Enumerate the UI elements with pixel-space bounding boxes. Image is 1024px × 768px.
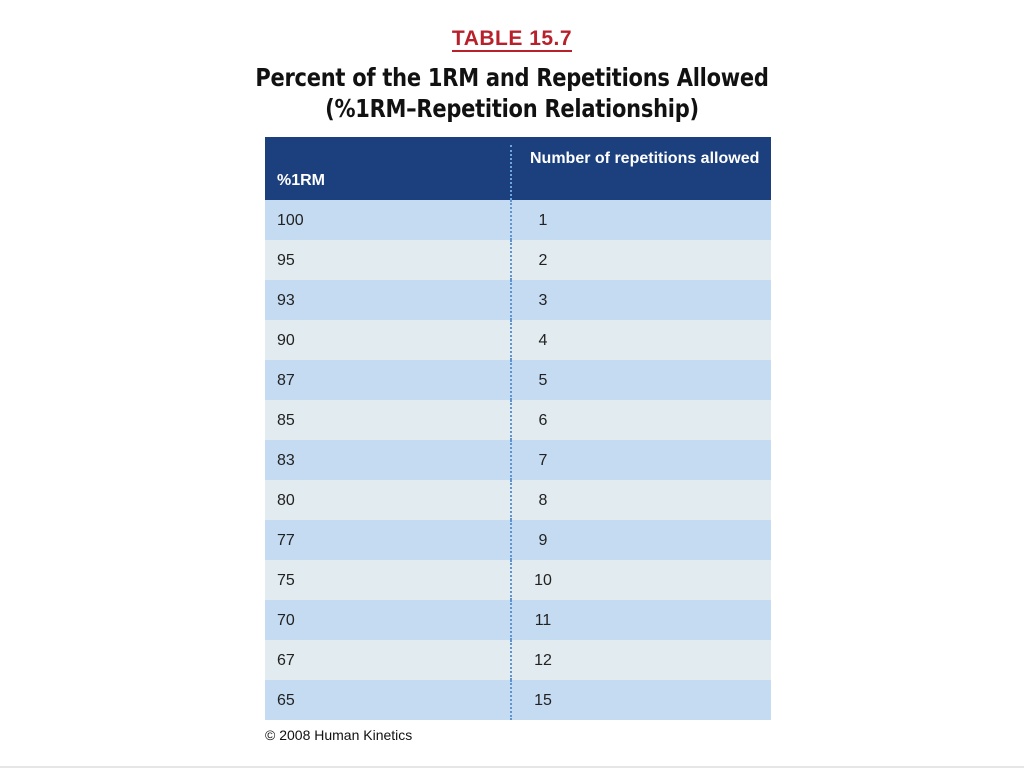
column-divider	[510, 145, 512, 200]
copyright-notice: © 2008 Human Kinetics	[265, 727, 413, 743]
cell-percent-1rm: 70	[277, 612, 295, 629]
column-divider	[510, 600, 512, 640]
cell-percent-1rm: 65	[277, 692, 295, 709]
table-row	[265, 440, 771, 480]
cell-percent-1rm: 90	[277, 332, 295, 349]
cell-percent-1rm: 93	[277, 292, 295, 309]
column-divider	[510, 280, 512, 320]
cell-repetitions: 6	[538, 412, 548, 429]
table-title	[82, 62, 942, 124]
cell-percent-1rm: 83	[277, 452, 295, 469]
table-row	[265, 200, 771, 240]
cell-repetitions: 2	[538, 252, 548, 269]
cell-percent-1rm: 77	[277, 532, 295, 549]
column-divider	[510, 640, 512, 680]
cell-repetitions: 15	[534, 692, 552, 709]
title-line-2: (%1RM–Repetition Relationship)	[325, 94, 699, 123]
cell-repetitions: 12	[534, 652, 552, 669]
cell-percent-1rm: 80	[277, 492, 295, 509]
table-header-row	[265, 137, 771, 200]
cell-percent-1rm: 75	[277, 572, 295, 589]
table-row	[265, 280, 771, 320]
table-row	[265, 640, 771, 680]
column-divider	[510, 440, 512, 480]
column-divider	[510, 360, 512, 400]
table-row	[265, 520, 771, 560]
cell-percent-1rm: 67	[277, 652, 295, 669]
column-divider	[510, 320, 512, 360]
cell-percent-1rm: 85	[277, 412, 295, 429]
table-row	[265, 480, 771, 520]
cell-repetitions: 4	[538, 332, 548, 349]
cell-percent-1rm: 95	[277, 252, 295, 269]
cell-repetitions: 7	[538, 452, 548, 469]
column-divider	[510, 680, 512, 720]
table-row	[265, 320, 771, 360]
cell-percent-1rm: 87	[277, 372, 295, 389]
cell-repetitions: 1	[538, 212, 548, 229]
cell-repetitions: 3	[538, 292, 548, 309]
column-divider	[510, 520, 512, 560]
table-row	[265, 600, 771, 640]
table-row	[265, 400, 771, 440]
header-repetitions: Number of repetitions allowed	[530, 150, 760, 167]
table-number: TABLE 15.7	[451, 27, 573, 50]
table-label	[0, 27, 1024, 52]
column-divider	[510, 480, 512, 520]
cell-repetitions: 10	[534, 572, 552, 589]
table-row	[265, 240, 771, 280]
title-line-1: Percent of the 1RM and Repetitions Allowed	[255, 63, 769, 92]
column-divider	[510, 560, 512, 600]
table-row	[265, 560, 771, 600]
cell-repetitions: 11	[534, 612, 552, 629]
column-divider	[510, 400, 512, 440]
cell-repetitions: 5	[538, 372, 548, 389]
cell-repetitions: 8	[538, 492, 548, 509]
column-divider	[510, 240, 512, 280]
table-row	[265, 680, 771, 720]
table-row	[265, 360, 771, 400]
rm-repetition-table	[265, 137, 771, 720]
table-body	[265, 200, 771, 720]
column-divider	[510, 200, 512, 240]
cell-percent-1rm: 100	[277, 212, 304, 229]
header-percent-1rm: %1RM	[277, 172, 326, 189]
cell-repetitions: 9	[538, 532, 548, 549]
